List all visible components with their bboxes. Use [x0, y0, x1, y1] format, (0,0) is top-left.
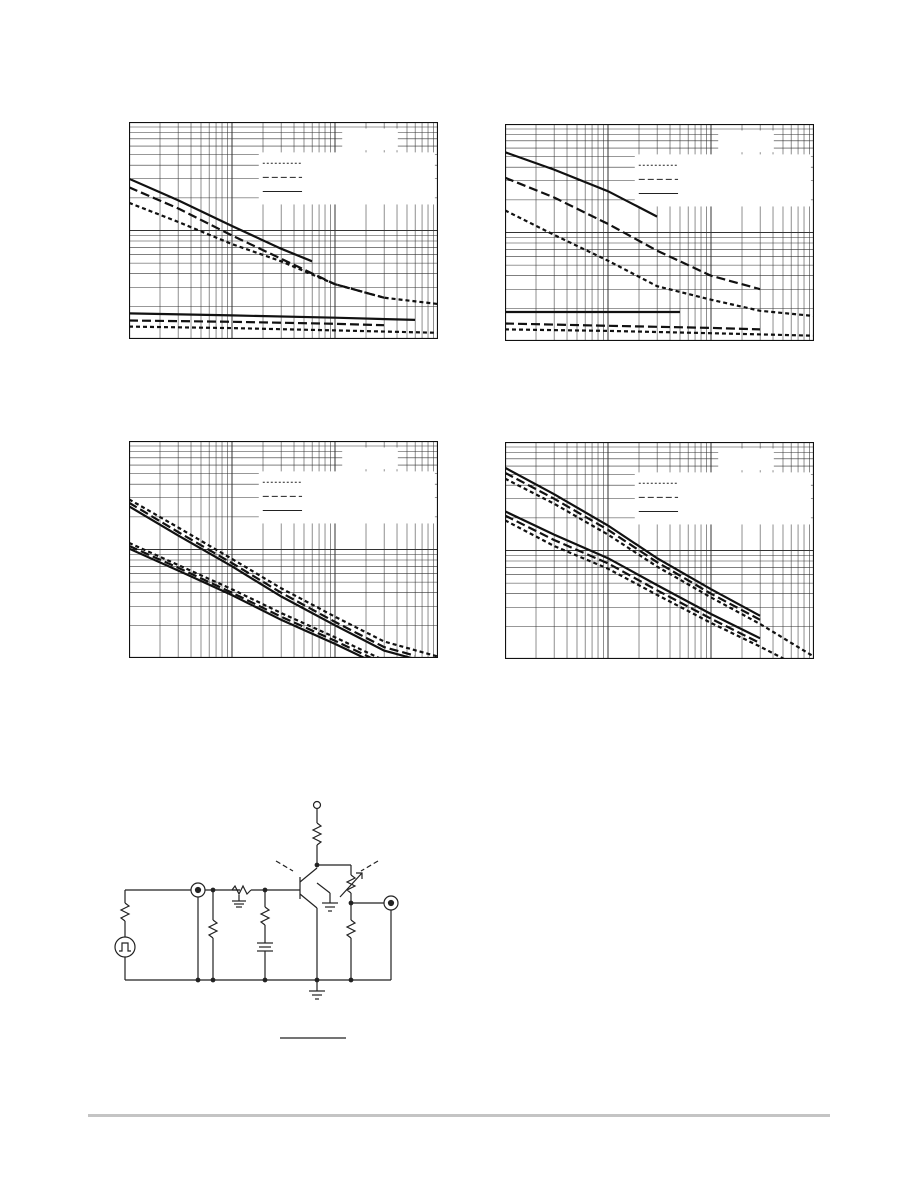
- load-resistor: [347, 920, 355, 938]
- chart-2-series-upper-short-dash: [505, 210, 814, 316]
- chart-2: [505, 124, 814, 346]
- footer-rule: [88, 1114, 830, 1117]
- generator-resistor: [121, 903, 129, 921]
- chart-1-series-upper-short-dash: [129, 203, 438, 304]
- chart-1-legend: [259, 129, 435, 205]
- pulse-generator: [115, 937, 135, 957]
- collector-resistor: [313, 823, 321, 845]
- variable-resistor: [347, 875, 355, 893]
- chart-4-plot: [505, 442, 814, 659]
- chart-1-plot: [129, 122, 438, 339]
- chart-2-series-lower-long-dash: [505, 324, 760, 330]
- chart-1: [129, 122, 438, 344]
- chart-3-legend: [259, 448, 435, 524]
- supply-terminal: [314, 802, 321, 809]
- chart-4: [505, 442, 814, 664]
- chart-1-series-lower-long-dash: [129, 321, 384, 326]
- chart-4-series-group2-long-dash: [505, 516, 760, 644]
- chart-4-legend: [635, 449, 811, 525]
- chart-1-series-lower-short-dash: [129, 327, 438, 333]
- chart-2-series-lower-short-dash: [505, 329, 814, 335]
- chart-3-plot: [129, 441, 438, 658]
- chart-2-plot: [505, 124, 814, 341]
- chart-4-series-group2-short-dash: [505, 520, 814, 659]
- chart-3-series-group1-long-dash: [129, 503, 415, 656]
- chart-2-legend: [635, 131, 811, 207]
- chart-2-series-upper-solid: [505, 152, 657, 216]
- chart-3: [129, 441, 438, 663]
- chart-1-series-lower-solid: [129, 313, 415, 320]
- test-circuit-schematic: [108, 795, 418, 1050]
